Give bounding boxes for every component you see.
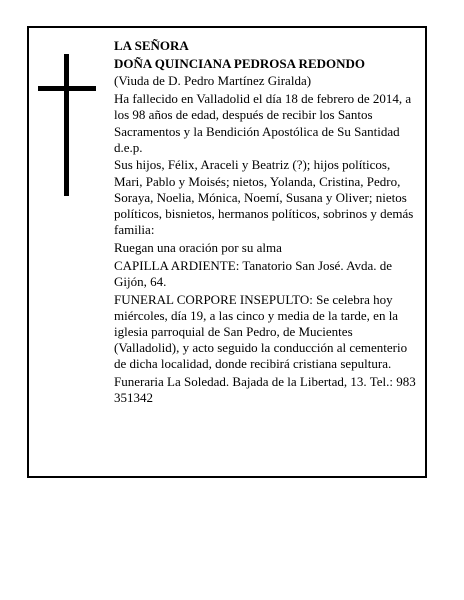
obituary-text bbox=[114, 38, 420, 408]
chapel-paragraph: CAPILLA ARDIENTE: Tanatorio San José. Avda. de Gijón, 64. bbox=[114, 257, 393, 289]
funeral-home-paragraph: Funeraria La Soledad. Bajada de la Libertad, 13. Tel.: 983 351342 bbox=[114, 374, 416, 406]
cross-vertical-bar bbox=[64, 54, 69, 196]
family-paragraph: Sus hijos, Félix, Araceli y Beatriz (?); hijos políticos, Mari, Pablo y Moisés; nietos, Yolanda, Cristina, Pedro, Soraya, Noelia, Mónica, Noemí, Susana y Oliver; nietos políticos, bisnietos, hermanos políticos, sobrinos y demás familia: bbox=[114, 157, 414, 238]
deceased-name: DOÑA QUINCIANA PEDROSA REDONDO bbox=[114, 55, 365, 71]
funeral-paragraph: FUNERAL CORPORE INSEPULTO: Se celebra hoy miércoles, día 19, a las cinco y media de la tarde, en la iglesia parroquial de San Pedro, de Mucientes (Valladolid), y acto seguido la conducción al cementerio de dicha localidad, donde recibirá cristiana sepultura. bbox=[114, 291, 408, 372]
death-paragraph: Ha fallecido en Valladolid el día 18 de febrero de 2014, a los 98 años de edad, después de recibir los Santos Sacramentos y la Bendición Apostólica de Su Santidad d.e.p. bbox=[114, 91, 412, 155]
prayer-paragraph: Ruegan una oración por su alma bbox=[114, 239, 282, 255]
relation-line: (Viuda de D. Pedro Martínez Giralda) bbox=[114, 73, 312, 89]
cross-icon bbox=[38, 54, 96, 196]
notice-heading: LA SEÑORA bbox=[114, 38, 189, 53]
cross-horizontal-bar bbox=[38, 86, 96, 91]
